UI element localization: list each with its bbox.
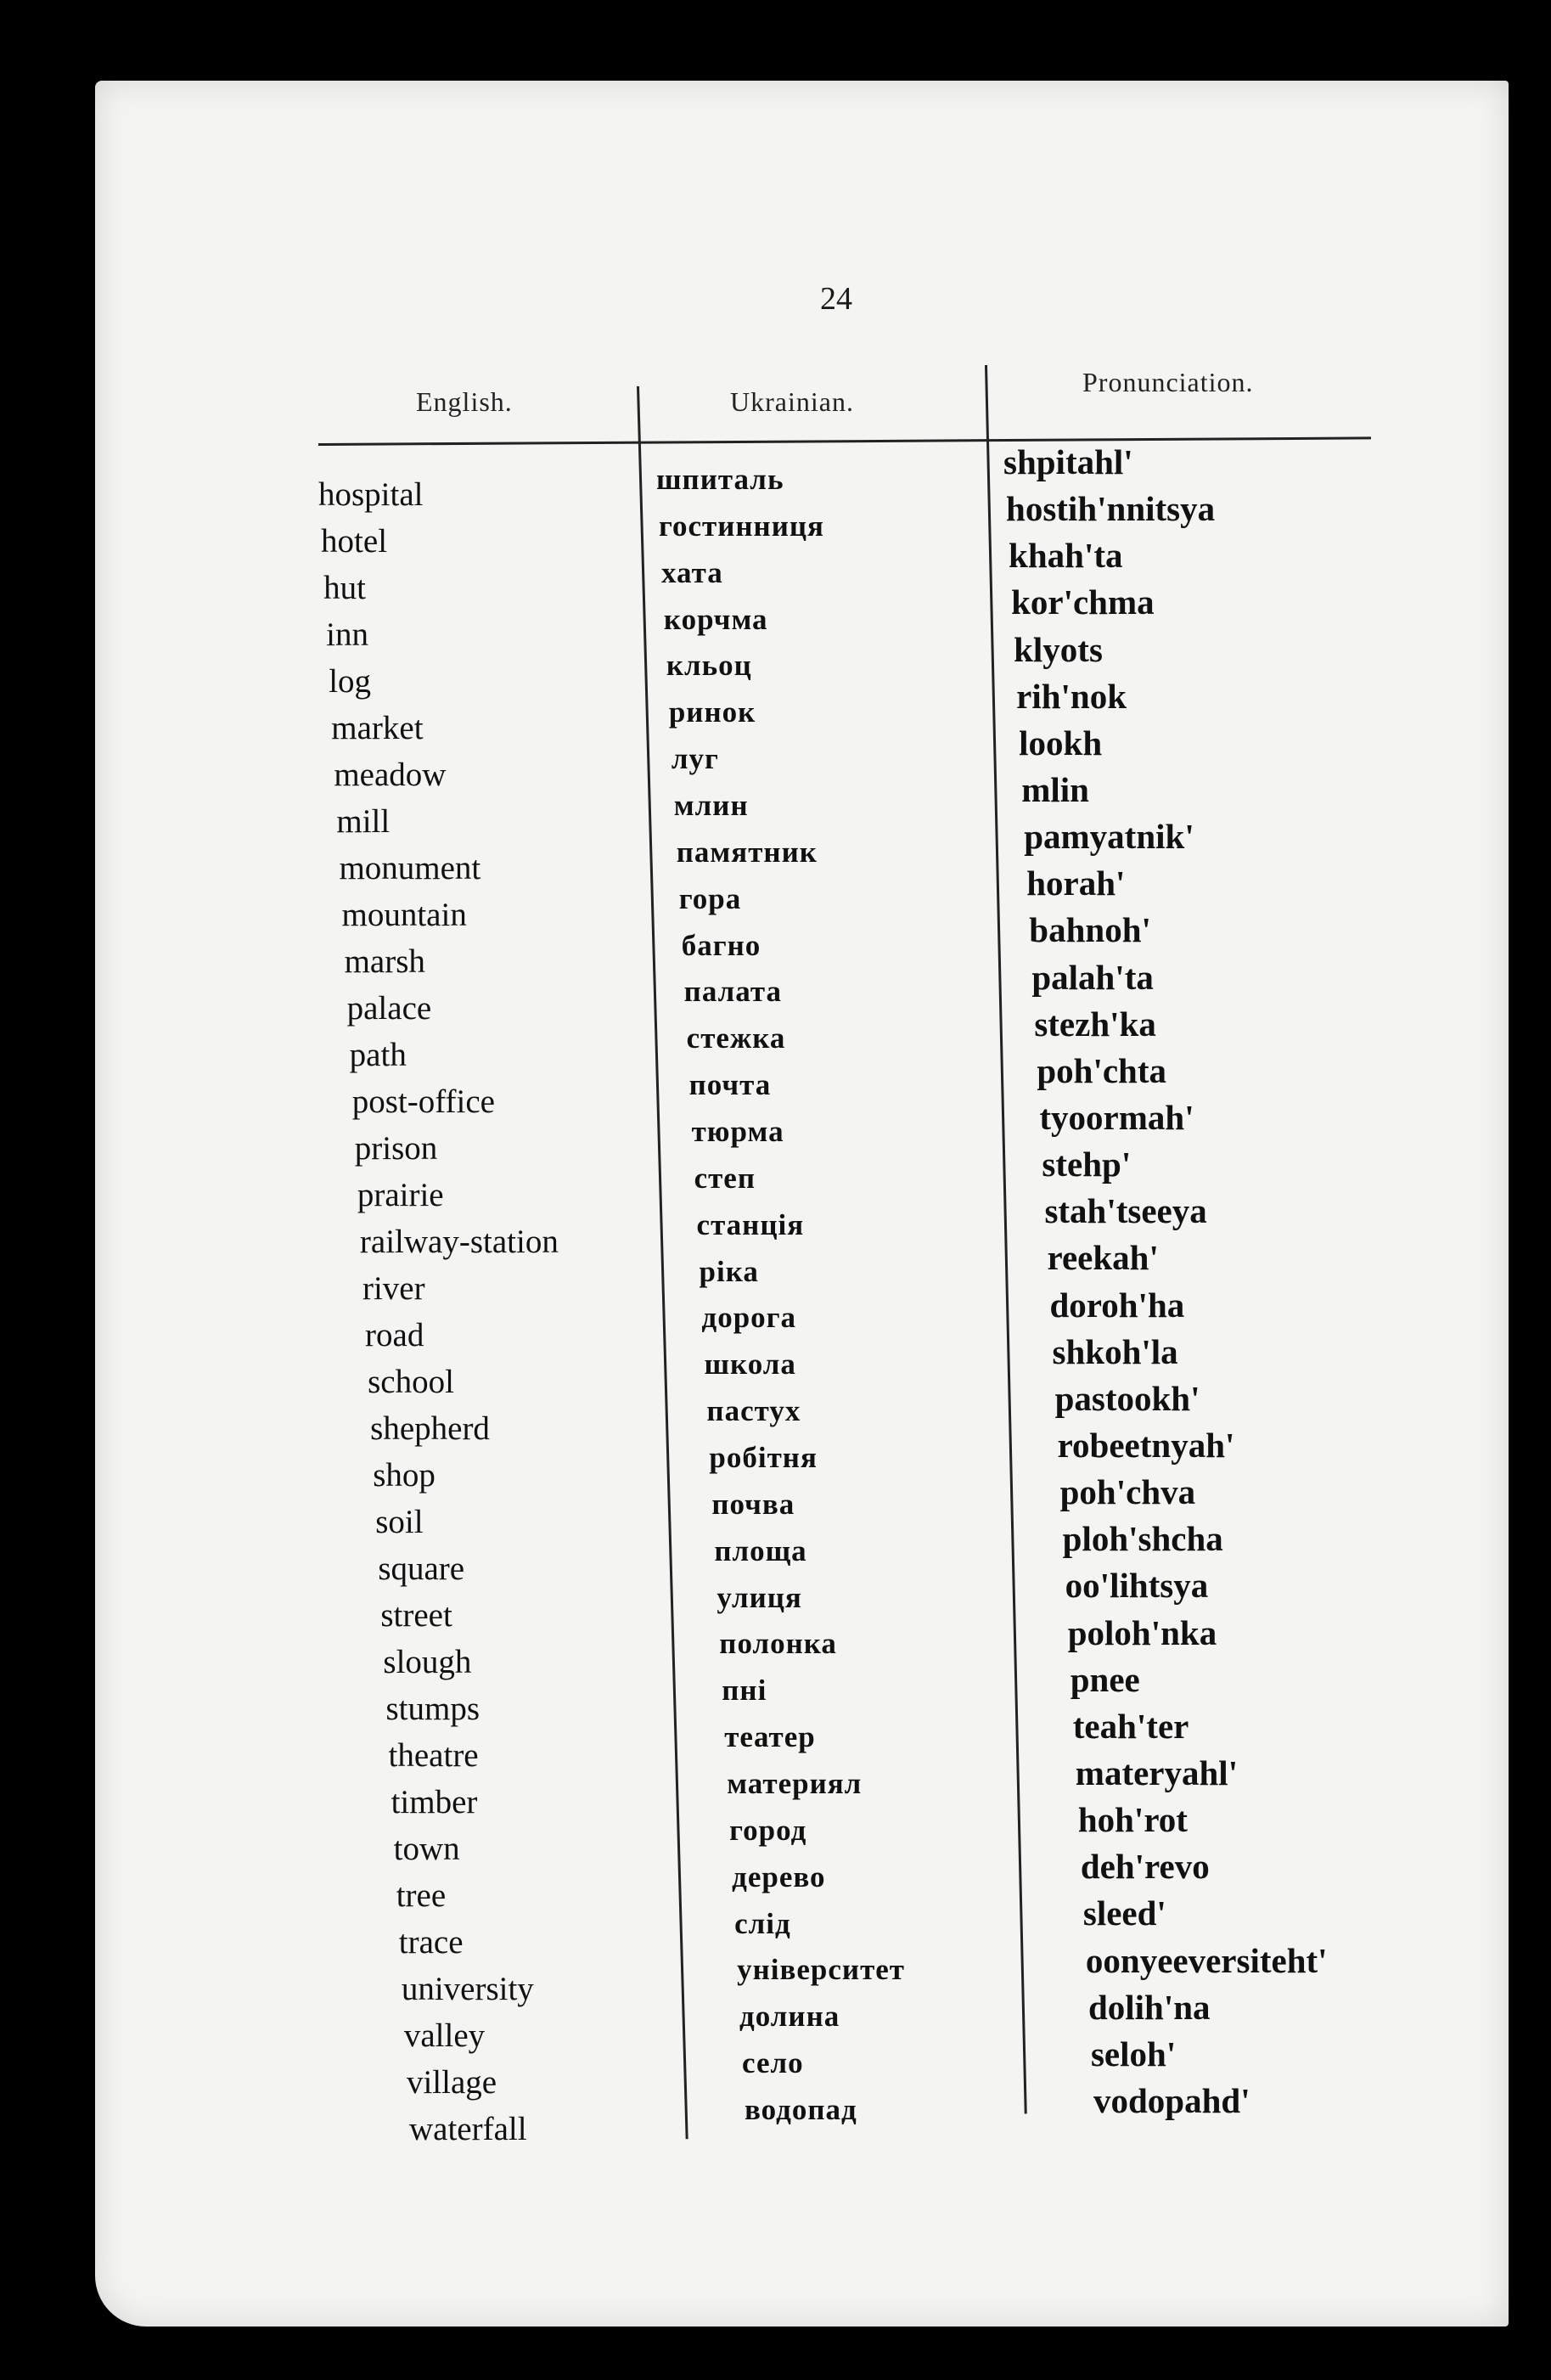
ukrainian-word: улиця: [716, 1580, 802, 1614]
ukrainian-word: стежка: [686, 1021, 786, 1055]
page-number: 24: [820, 281, 852, 317]
pronunciation-word: mlin: [1021, 770, 1089, 809]
pronunciation-word: kor'chma: [1011, 582, 1155, 622]
ukrainian-word: город: [729, 1813, 807, 1847]
ukrainian-word: хата: [660, 555, 723, 589]
english-word: school: [368, 1364, 454, 1400]
pronunciation-word: oonyeeversiteht': [1085, 1940, 1328, 1980]
ukrainian-word: памятник: [676, 835, 818, 869]
pronunciation-word: dolih'na: [1087, 1987, 1211, 2027]
pronunciation-word: shpitahl': [1003, 442, 1133, 481]
ukrainian-word: університет: [737, 1953, 905, 1987]
pronunciation-word: hoh'rot: [1077, 1800, 1188, 1840]
pronunciation-word: vodopahd': [1093, 2081, 1250, 2120]
english-word: road: [365, 1317, 424, 1353]
pronunciation-word: rih'nok: [1016, 676, 1127, 716]
ukrainian-word: степ: [694, 1161, 756, 1195]
ukrainian-word: театер: [724, 1720, 816, 1754]
english-word: inn: [326, 616, 368, 653]
ukrainian-word: почва: [711, 1487, 795, 1521]
english-word: town: [393, 1831, 460, 1867]
pronunciation-word: stehp': [1042, 1145, 1132, 1184]
pronunciation-word: klyots: [1014, 629, 1103, 669]
english-word: theatre: [388, 1737, 479, 1774]
english-word: university: [401, 1971, 534, 2007]
ukrainian-word: гора: [678, 881, 742, 915]
english-word: mill: [336, 803, 391, 840]
ukrainian-word: палата: [683, 975, 782, 1009]
ukrainian-word: ринок: [668, 695, 756, 729]
english-word: marsh: [344, 943, 425, 980]
pronunciation-word: reekah': [1047, 1238, 1159, 1278]
pronunciation-word: oo'lihtsya: [1065, 1566, 1209, 1606]
english-word: hospital: [318, 476, 424, 513]
ukrainian-word: почта: [688, 1068, 772, 1102]
ukrainian-word: тюрма: [691, 1115, 784, 1148]
english-word: timber: [391, 1784, 478, 1820]
ukrainian-word: площа: [714, 1533, 807, 1567]
ukrainian-word: водопад: [745, 2093, 857, 2126]
english-word: log: [329, 663, 372, 700]
english-word: palace: [346, 990, 432, 1027]
pronunciation-word: stah'tseeya: [1044, 1191, 1207, 1231]
pronunciation-word: sleed': [1082, 1893, 1166, 1933]
pronunciation-word: palah'ta: [1031, 957, 1154, 997]
pronunciation-word: deh'revo: [1080, 1847, 1210, 1887]
ukrainian-word: млин: [673, 789, 749, 822]
pronunciation-word: pnee: [1070, 1659, 1140, 1699]
ukrainian-word: школа: [704, 1348, 796, 1381]
pronunciation-word: pamyatnik': [1024, 817, 1194, 857]
pronunciation-word: poloh'nka: [1067, 1612, 1217, 1652]
english-word: market: [331, 710, 424, 746]
pronunciation-word: pastookh': [1054, 1378, 1200, 1418]
english-word: valley: [403, 2017, 486, 2054]
ukrainian-word: ріка: [699, 1254, 759, 1288]
ukrainian-word: дерево: [732, 1860, 826, 1893]
pronunciation-word: lookh: [1019, 723, 1103, 762]
english-word: street: [380, 1597, 452, 1634]
ukrainian-word: корчма: [663, 602, 768, 636]
ukrainian-word: слід: [734, 1906, 791, 1940]
ukrainian-word: станція: [696, 1207, 805, 1241]
english-word: prison: [354, 1130, 438, 1167]
ukrainian-word: багно: [681, 928, 761, 962]
header-english: English.: [416, 386, 513, 417]
ukrainian-word: луг: [671, 742, 719, 776]
pronunciation-word: poh'chta: [1037, 1050, 1167, 1090]
english-word: river: [362, 1270, 425, 1307]
english-word: tree: [396, 1877, 447, 1914]
ukrainian-word: робітня: [709, 1441, 818, 1474]
pronunciation-word: materyahl': [1075, 1753, 1239, 1792]
english-word: prairie: [357, 1177, 444, 1213]
header-pronunciation: Pronunciation.: [1082, 367, 1254, 397]
english-word: slough: [383, 1644, 472, 1680]
english-word: trace: [398, 1924, 464, 1961]
english-word: shepherd: [370, 1410, 490, 1447]
pronunciation-word: doroh'ha: [1049, 1285, 1185, 1325]
english-word: soil: [375, 1504, 424, 1540]
english-word: post-office: [351, 1083, 495, 1120]
ukrainian-word: шпиталь: [656, 463, 784, 496]
pronunciation-word: horah': [1026, 864, 1126, 903]
pronunciation-word: tyoormah': [1039, 1098, 1194, 1137]
pronunciation-word: stezh'ka: [1034, 1004, 1156, 1044]
pronunciation-word: khah'ta: [1009, 536, 1123, 576]
english-word: hotel: [321, 523, 388, 560]
english-word: hut: [323, 570, 366, 606]
ukrainian-word: долина: [739, 2000, 840, 2034]
ukrainian-word: материял: [727, 1767, 863, 1800]
english-word: stumps: [385, 1691, 480, 1727]
ukrainian-word: полонка: [719, 1627, 837, 1661]
english-word: waterfall: [409, 2111, 527, 2147]
pronunciation-word: seloh': [1090, 2034, 1177, 2073]
english-word: monument: [339, 850, 481, 886]
pronunciation-word: robeetnyah': [1057, 1426, 1235, 1465]
ukrainian-word: дорога: [701, 1301, 797, 1335]
ukrainian-word: гостинниця: [658, 509, 824, 543]
english-word: square: [378, 1550, 465, 1587]
ukrainian-word: село: [742, 2046, 804, 2080]
pronunciation-word: shkoh'la: [1052, 1331, 1178, 1371]
pronunciation-word: ploh'shcha: [1062, 1519, 1223, 1559]
pronunciation-word: hostih'nnitsya: [1006, 489, 1216, 529]
english-word: meadow: [334, 757, 447, 793]
ukrainian-word: пастух: [706, 1394, 801, 1428]
pronunciation-word: bahnoh': [1029, 910, 1151, 950]
english-word: village: [406, 2064, 497, 2101]
english-word: railway-station: [359, 1224, 559, 1260]
pronunciation-word: poh'chva: [1059, 1472, 1196, 1512]
pronunciation-word: teah'ter: [1072, 1706, 1189, 1746]
english-word: path: [349, 1037, 407, 1073]
ukrainian-word: пні: [722, 1674, 767, 1708]
english-word: shop: [373, 1457, 436, 1494]
ukrainian-word: кльоц: [666, 649, 752, 683]
english-word: mountain: [341, 897, 467, 933]
header-ukrainian: Ukrainian.: [730, 386, 854, 417]
